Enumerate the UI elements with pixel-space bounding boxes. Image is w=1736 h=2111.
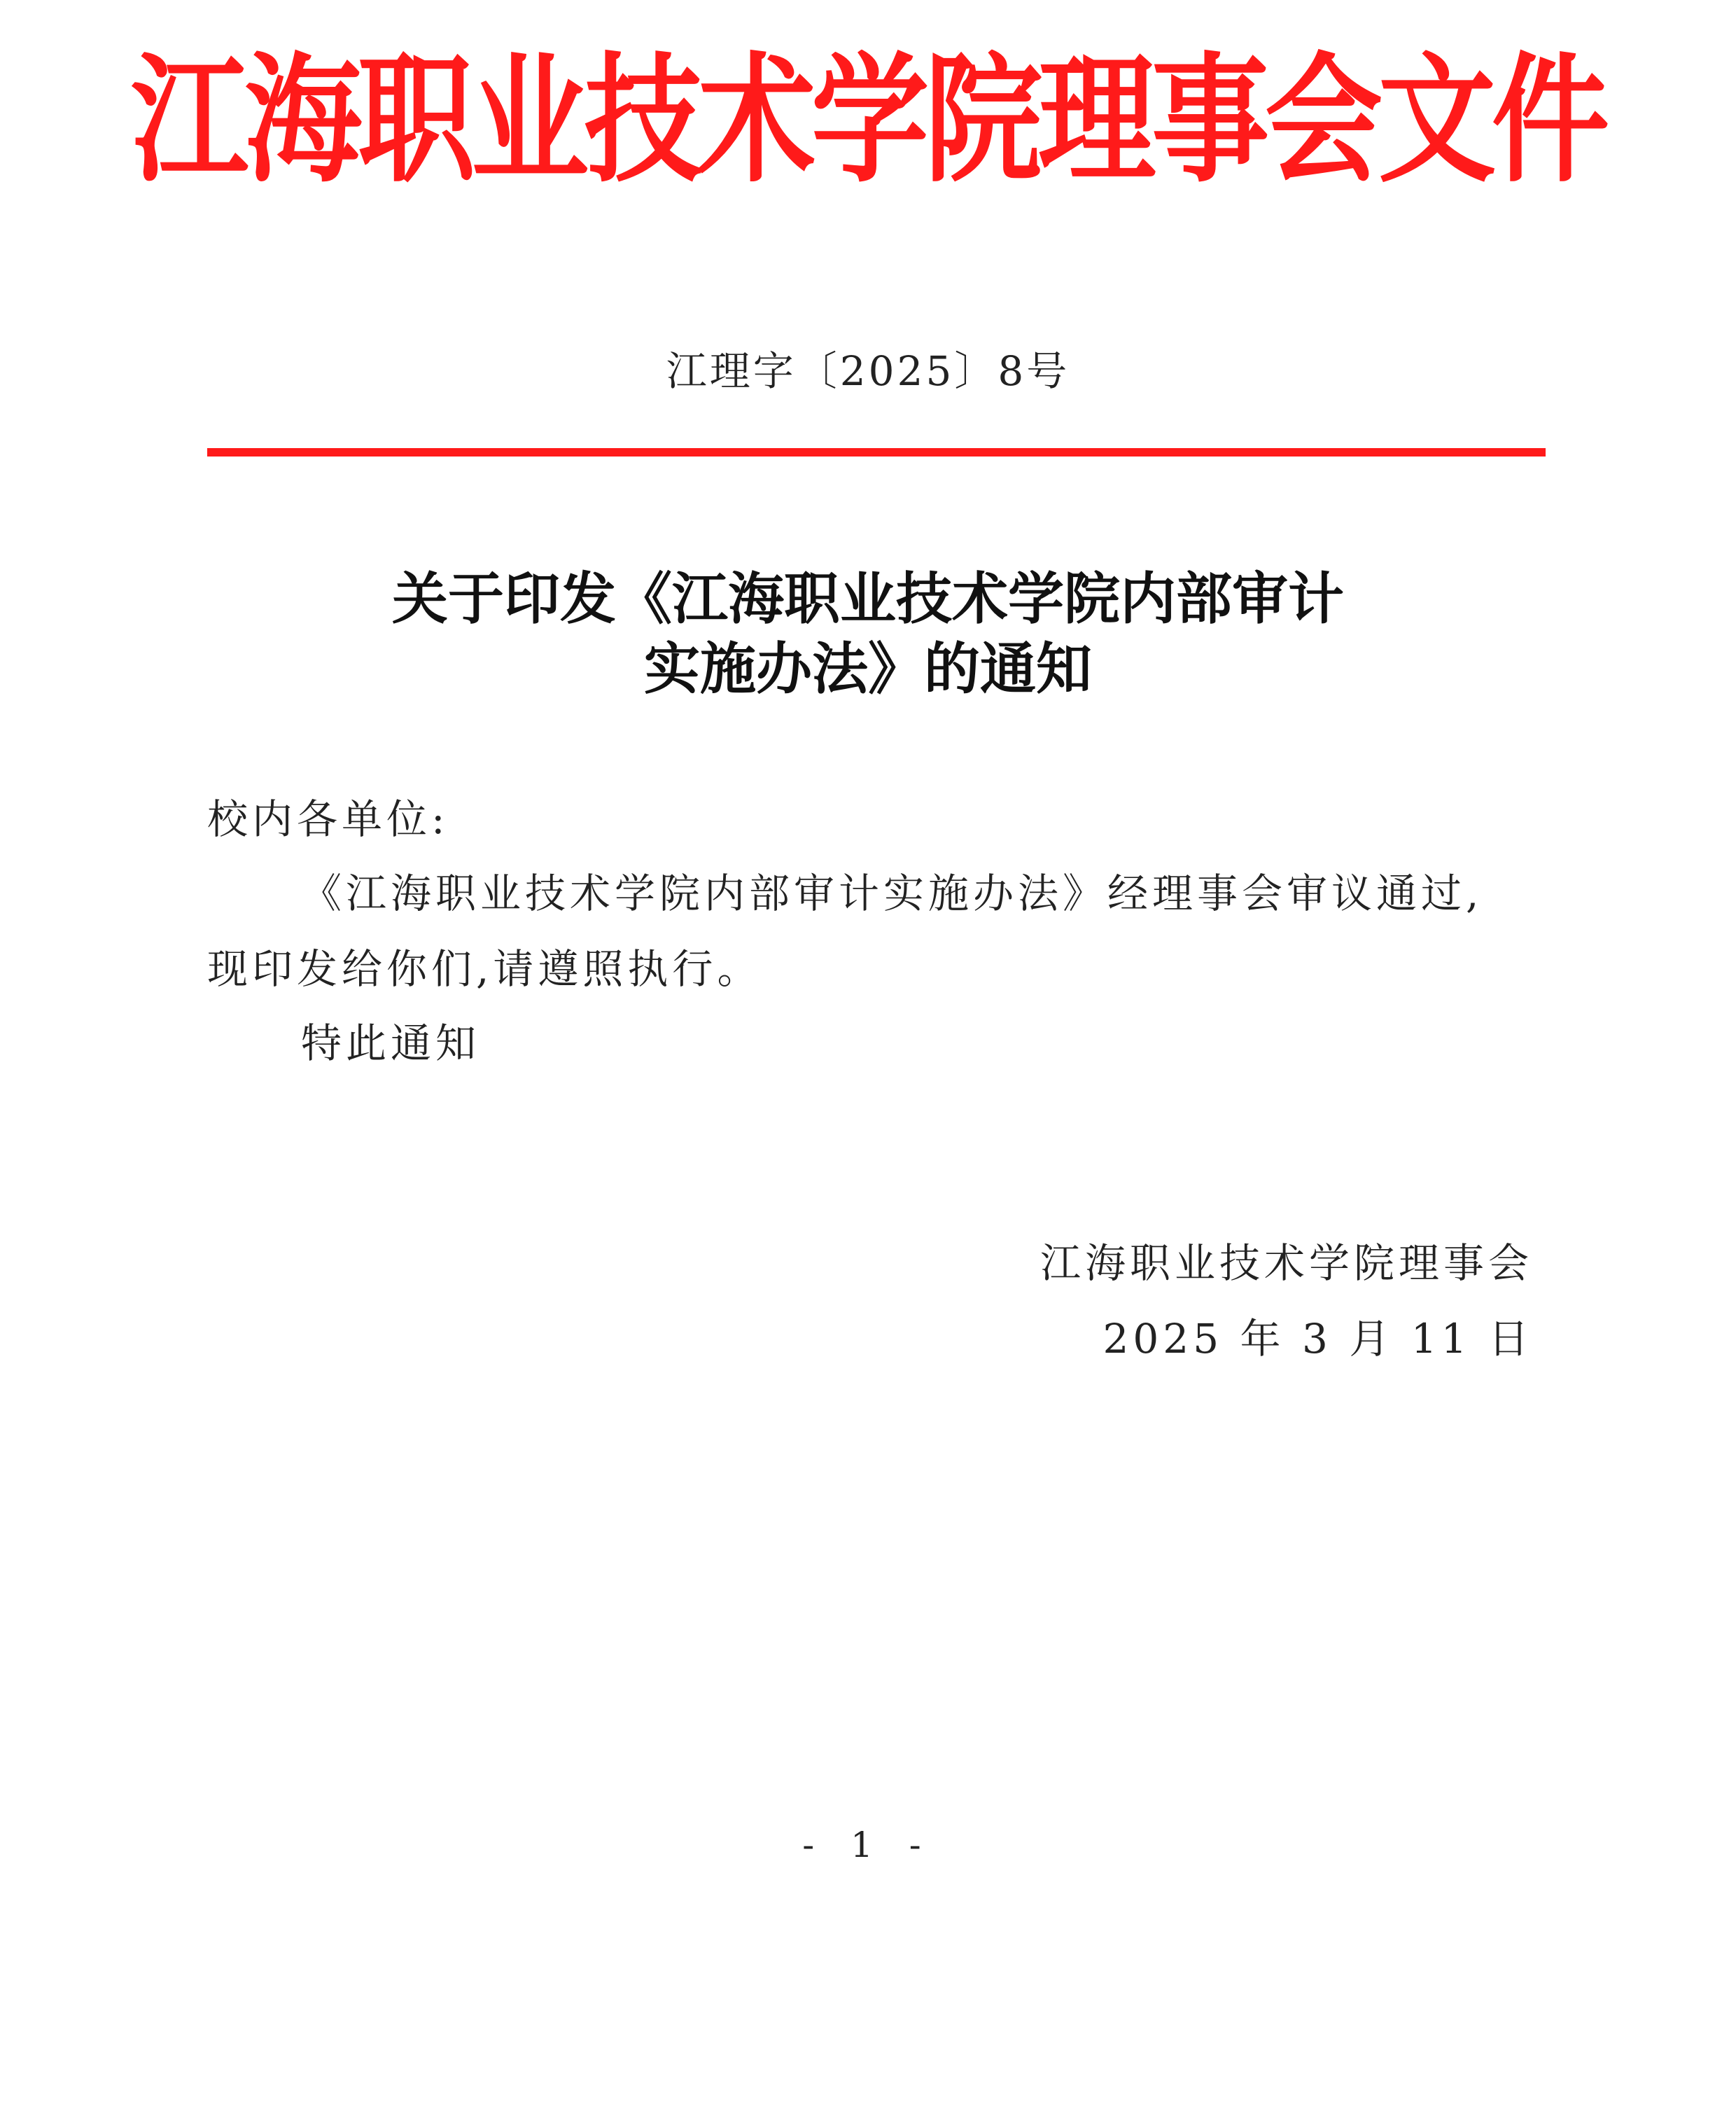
notice-title-line-2: 实施办法》的通知 xyxy=(644,636,1092,702)
red-divider-line xyxy=(207,448,1546,457)
masthead-title: 江海职业技术学院理事会文件 xyxy=(131,39,1605,202)
signature-date: 2025 年 3 月 11 日 xyxy=(1102,1315,1533,1363)
notice-title-line-1: 关于印发《江海职业技术学院内部审计 xyxy=(392,566,1344,632)
document-number: 江理字〔2025〕8号 xyxy=(666,347,1070,395)
body-paragraph-line-1: 《江海职业技术学院内部审计实施办法》经理事会审议通过, xyxy=(301,870,1483,917)
page-number: - 1 - xyxy=(802,1825,934,1865)
signature-organization: 江海职业技术学院理事会 xyxy=(1040,1239,1533,1287)
salutation: 校内各单位: xyxy=(207,795,449,843)
notice-title xyxy=(0,564,1736,704)
body-paragraph-line-2: 现印发给你们,请遵照执行。 xyxy=(207,945,762,993)
closing-remark: 特此通知 xyxy=(301,1019,481,1067)
